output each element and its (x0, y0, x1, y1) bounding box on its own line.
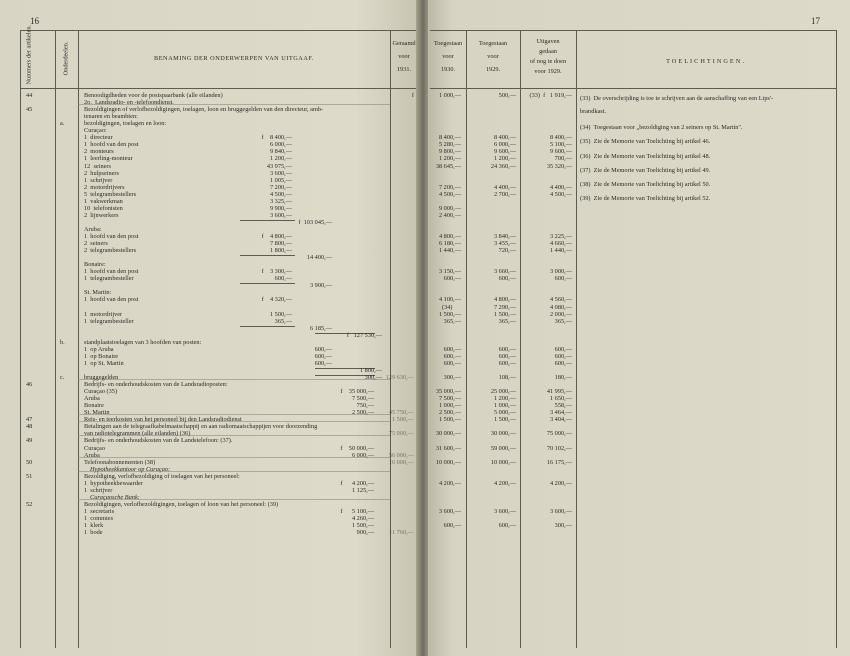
uitgaven-1929-value: 4 560,— (549, 296, 572, 304)
uitgaven-1929-value: 600,— (554, 352, 572, 360)
header-toegestaan-1930-line: voor (442, 53, 454, 60)
column-rule-right-0 (466, 30, 467, 648)
subtotal-amount: 1 800,— (359, 366, 382, 374)
item-amount: 600,— (274, 275, 292, 283)
toegestaan-1930-value: 365,— (443, 317, 461, 325)
item-amount: f 35 000,— (340, 388, 374, 396)
toegestaan-1929-value: 4 800,— (493, 296, 516, 304)
toegestaan-1929-value: 5 000,— (493, 409, 516, 417)
uitgaven-1929-value: 180,— (554, 374, 572, 381)
toegestaan-1929-value: 3 660,— (493, 268, 516, 276)
subtotal-amount: f 103 045,— (298, 218, 332, 226)
item-description: Bezoldigingen of verlofbezoldigingen, toelagen, loon en bruggegelden van den directeur, amb- (84, 106, 324, 114)
item-description: 12 seiners (84, 162, 111, 170)
toelichting-note: (37) Zie de Memorie van Toelichting bij artikel 49. (580, 167, 711, 174)
item-amount: 6 000,— (351, 451, 374, 459)
article-number: 47 (26, 416, 33, 424)
column-rule-right-2 (576, 30, 577, 648)
item-description: Aruba: (84, 225, 102, 233)
toegestaan-1929-value: 6 000,— (493, 141, 516, 149)
item-description: 1 vakwerkman (84, 197, 123, 205)
toegestaan-1929-value: 600,— (498, 352, 516, 360)
item-amount: f 4 800,— (261, 233, 292, 240)
toegestaan-1930-value: 1 500,— (438, 310, 461, 318)
item-description: 1 op St. Martin (84, 359, 124, 367)
toegestaan-1930-value: 1 200,— (438, 155, 461, 163)
item-description: 1 bode (84, 529, 103, 537)
header-toegestaan-1929-line: voor (487, 53, 499, 60)
uitgaven-1929-value: 365,— (554, 317, 572, 325)
toegestaan-1929-value: 720,— (498, 247, 516, 255)
item-amount: 3 600,— (269, 211, 292, 219)
item-amount: f 3 300,— (261, 268, 292, 276)
top-rule-right (430, 30, 836, 31)
item-description: 2 motordrijvers (84, 183, 125, 191)
header-geraamd-line: 1931. (396, 66, 412, 73)
toegestaan-1930-value: 10 000,— (435, 458, 461, 466)
toegestaan-1930-value: 8 400,— (438, 134, 461, 142)
subtotal-amount: f 127 530,— (346, 331, 382, 339)
toegestaan-1929-value: 24 360,— (490, 162, 516, 170)
article-number: 49 (26, 437, 33, 445)
header-toegestaan-1930-line: Toegestaan (433, 40, 463, 47)
uitgaven-1929-value: 35 320,— (546, 162, 572, 170)
item-amount: 1 200,— (269, 155, 292, 163)
toegestaan-1930-value: 2 500,— (438, 409, 461, 417)
item-amount: 7 500,— (351, 395, 374, 403)
toegestaan-1930-value: 600,— (443, 352, 461, 360)
column-rule-left-3 (390, 30, 391, 648)
top-rule-left (20, 30, 416, 31)
item-description: standplaatstoelagen van 3 hoofden van posten: (84, 338, 202, 346)
header-toelichtingen: TOELICHTINGEN. (666, 58, 746, 65)
item-description: bruggegelden (84, 374, 119, 381)
column-rule-left-0 (20, 30, 21, 648)
toegestaan-1929-value: 1 000,— (493, 402, 516, 410)
uitgaven-1929-value: 4 080,— (549, 303, 572, 311)
toegestaan-1930-value: 7 200,— (438, 183, 461, 191)
item-description: 1 motordrijver (84, 310, 123, 318)
article-number: 44 (26, 92, 33, 99)
toegestaan-1930-value: 3 150,— (438, 268, 461, 276)
item-description: 1 hypotheekbewaarder (84, 479, 143, 487)
geraamd-1931-value: 16 000,— (388, 458, 414, 466)
uitgaven-1929-value: 5 100,— (549, 141, 572, 149)
item-description: 1 klerk (84, 522, 104, 530)
toegestaan-1929-value: 1 200,— (493, 155, 516, 163)
article-number: 51 (26, 472, 33, 480)
article-number: 50 (26, 458, 33, 466)
right-page-number: 17 (811, 16, 820, 26)
item-description: 2 telegrambestellers (84, 247, 137, 255)
header-toegestaan-1929-line: 1929. (485, 66, 501, 73)
item-amount: 9 900,— (269, 204, 292, 212)
toegestaan-1929-value: 1 500,— (493, 416, 516, 424)
toegestaan-1930-value: 600,— (443, 345, 461, 353)
toegestaan-1930-value: 600,— (443, 275, 461, 283)
item-amount: 9 840,— (269, 148, 292, 156)
toegestaan-1930-value: 1 440,— (438, 247, 461, 255)
sub-letter: c. (60, 374, 65, 381)
item-amount: 4 500,— (269, 190, 292, 198)
toegestaan-1929-value: 8 400,— (493, 134, 516, 142)
column-rule-left-2 (78, 30, 79, 648)
uitgaven-1929-value: 3 225,— (549, 233, 572, 240)
item-description: Telefoonabonnementen (38) (84, 458, 156, 466)
item-amount: 1 800,— (269, 247, 292, 255)
toegestaan-1930-value: 1 500,— (438, 416, 461, 424)
toegestaan-1930-value: 5 280,— (438, 141, 461, 149)
toegestaan-1929-value: 3 840,— (493, 233, 516, 240)
item-amount: 7 200,— (269, 183, 292, 191)
item-amount: f 4 320,— (261, 296, 292, 304)
toegestaan-1929-value: 500,— (498, 92, 516, 99)
item-description: 1 commies (84, 515, 114, 522)
uitgaven-1929-value: 700,— (554, 155, 572, 163)
item-description: 1 hoofd van den post (84, 268, 139, 276)
uitgaven-1929-value: 9 600,— (549, 148, 572, 156)
uitgaven-1929-value: 600,— (554, 275, 572, 283)
article-number: 52 (26, 500, 33, 508)
toegestaan-1930-value: 1 000,— (438, 402, 461, 410)
toegestaan-1929-value: 10 000,— (490, 458, 516, 466)
item-description: Curaçao: (84, 127, 107, 135)
uitgaven-1929-value: 1 650,— (549, 395, 572, 403)
toegestaan-1930-value: 4 200,— (438, 479, 461, 487)
header-uitgaven-line: of nog te doen (529, 58, 567, 65)
uitgaven-1929-value: 3 404,— (549, 416, 572, 424)
item-description: Aruba (84, 395, 100, 403)
header-uitgaven-line: voor 1929. (534, 68, 562, 75)
item-description: Benoodigdheden voor de postspaarbank (alle eilanden) (84, 92, 223, 99)
item-amount: 1 500,— (351, 522, 374, 530)
toegestaan-1930-value: 2 400,— (438, 211, 461, 219)
uitgaven-1929-value: (33) f 1 919,— (529, 92, 572, 99)
subtotal-amount: 6 185,— (309, 324, 332, 332)
item-description: Bezoldiging, verlofbezoldiging of toelagen van het personeel: (84, 472, 240, 480)
subtotal-amount: 300,— (364, 374, 382, 381)
toegestaan-1929-value: 2 700,— (493, 190, 516, 198)
toegestaan-1929-value: 4 200,— (493, 479, 516, 487)
item-amount: 3 325,— (269, 197, 292, 205)
item-description: Bonaire: (84, 261, 106, 269)
toegestaan-1930-value: 4 100,— (438, 296, 461, 304)
item-amount: f 5 100,— (340, 507, 374, 515)
toegestaan-1930-value: 9 800,— (438, 148, 461, 156)
header-uitgaven-line: gedaan (539, 48, 557, 55)
item-description: Bonaire (84, 402, 104, 410)
item-amount: 43 975,— (266, 162, 292, 170)
item-description: 1 hoofd van den post (84, 141, 139, 149)
item-amount: 3 600,— (269, 169, 292, 177)
uitgaven-1929-value: 4 660,— (549, 240, 572, 248)
toegestaan-1929-value: 600,— (498, 359, 516, 367)
toegestaan-1929-value: 9 600,— (493, 148, 516, 156)
item-description: Reis- en teerkosten van het personeel bij den Landsradiodienst (84, 416, 242, 424)
item-description: Betalingen aan de telegraafkabelmaatschappij en aan radiomaatschappijen voor doorzending (84, 423, 318, 431)
item-description: 2o. Landsradio- en -telefoondienst. (84, 99, 174, 107)
article-number: 45 (26, 106, 33, 114)
item-amount: f 4 200,— (340, 479, 374, 487)
item-description: Hypotheekkantoor op Curaçao: (90, 465, 171, 473)
uitgaven-1929-value: 4 400,— (549, 183, 572, 191)
uitgaven-1929-value: 3 464,— (549, 409, 572, 417)
subtotal-amount: 3 900,— (309, 282, 332, 290)
sub-letter: a. (60, 120, 65, 128)
item-amount: 900,— (356, 529, 374, 537)
uitgaven-1929-value: 4 500,— (549, 190, 572, 198)
geraamd-1931-value: 45 750,— (388, 409, 414, 417)
uitgaven-1929-value: 70 102,— (546, 444, 572, 452)
toegestaan-1929-value: 600,— (498, 275, 516, 283)
item-amount: 600,— (314, 345, 332, 353)
toelichting-note: (39) Zie de Memorie van Toelichting bij artikel 52. (580, 195, 711, 202)
toegestaan-1929-value: 3 600,— (493, 507, 516, 515)
item-description: 1 hoofd van den post (84, 296, 139, 304)
uitgaven-1929-value: 558,— (554, 402, 572, 410)
header-uitgaven-line: Uitgaven (536, 38, 560, 45)
item-description: Curaçao (84, 444, 105, 452)
header-rule-left (20, 88, 416, 89)
item-description: St. Martin: (84, 289, 112, 297)
item-description: 5 telegrambestellers (84, 190, 137, 198)
subtotal-amount: 14 400,— (306, 254, 332, 262)
toegestaan-1929-value: 600,— (498, 522, 516, 530)
toegestaan-1930-value: 7 500,— (438, 395, 461, 403)
item-description: 1 telegrambesteller (84, 275, 134, 283)
toegestaan-1930-value: 30 000,— (435, 430, 461, 438)
geraamd-1931-value: f (411, 92, 414, 99)
item-amount: 4 260,— (351, 515, 374, 522)
toegestaan-1929-value: 1 500,— (493, 310, 516, 318)
item-description: 2 lijnwerkers (84, 211, 119, 219)
item-amount: 6 000,— (269, 141, 292, 149)
article-number: 46 (26, 381, 33, 389)
item-amount: 1 005,— (269, 176, 292, 184)
toelichting-note: (36) Zie de Memorie van Toelichting bij artikel 48. (580, 153, 711, 160)
item-amount: 2 500,— (351, 409, 374, 417)
sub-letter: b. (60, 338, 65, 346)
header-toegestaan-1930-line: 1930. (440, 66, 456, 73)
item-description: Bedrijfs- en onderhoudskosten van de Landstelefoon: (37). (84, 437, 233, 445)
left-page-number: 16 (30, 16, 39, 26)
item-description: 1 leerling-monteur (84, 155, 133, 163)
item-description: St. Martin (84, 409, 110, 417)
uitgaven-1929-value: 1 440,— (549, 247, 572, 255)
item-description: 1 directeur (84, 134, 113, 142)
item-description: Bezoldigingen, verlofbezoldigingen, toelagen of loon van het personeel: (39) (84, 500, 279, 508)
toelichting-note: (34) Toegestaan voor „bezoldiging van 2 seiners op St. Martin". (580, 124, 743, 131)
item-description: bezoldigingen, toelagen en loon: (84, 120, 167, 128)
item-description: Bedrijfs- en onderhoudskosten van de Landsradioposten: (84, 381, 228, 389)
geraamd-1931-value: 129 630,— (385, 374, 414, 381)
header-onderdeelen: Onderdeelen. (62, 41, 70, 76)
uitgaven-1929-value: 41 995,— (546, 388, 572, 396)
toegestaan-1930-value: 38 645,— (435, 162, 461, 170)
toelichting-note: brandkast. (580, 108, 607, 115)
item-amount: 750,— (356, 402, 374, 410)
item-description: 2 hulpseiners (84, 169, 119, 177)
toegestaan-1929-value: 3 455,— (493, 240, 516, 248)
toegestaan-1930-value: 6 180,— (438, 240, 461, 248)
item-description: 10 telefonisten (84, 204, 123, 212)
toegestaan-1929-value: 600,— (498, 345, 516, 353)
toegestaan-1930-value: 600,— (443, 359, 461, 367)
footnote-marker: (34) (442, 303, 453, 311)
header-geraamd-line: voor (398, 53, 410, 60)
toegestaan-1929-value: 25 000,— (490, 388, 516, 396)
item-amount: 600,— (314, 359, 332, 367)
item-description: 2 monteurs (84, 148, 114, 156)
item-amount: 1 125,— (351, 486, 374, 494)
toegestaan-1929-value: 108,— (498, 374, 516, 381)
item-description: 1 op Aruba (84, 345, 114, 353)
item-description: 1 hoofd van den post (84, 233, 139, 240)
item-amount: 365,— (274, 317, 292, 325)
item-amount: 1 500,— (269, 310, 292, 318)
uitgaven-1929-value: 75 000,— (546, 430, 572, 438)
uitgaven-1929-value: 4 200,— (549, 479, 572, 487)
toegestaan-1929-value: 59 000,— (490, 444, 516, 452)
toelichting-note: (33) De overschrijding is toe te schrijven aan de aanschaffing van een Lips'- (580, 95, 774, 102)
uitgaven-1929-value: 600,— (554, 359, 572, 367)
item-amount: f 50 000,— (340, 444, 374, 452)
article-number: 48 (26, 423, 33, 431)
item-description: 1 telegrambesteller (84, 317, 134, 325)
toegestaan-1930-value: 3 600,— (438, 507, 461, 515)
item-amount: f 8 400,— (261, 134, 292, 142)
column-rule-right-3 (836, 30, 837, 648)
toegestaan-1930-value: 4 500,— (438, 190, 461, 198)
uitgaven-1929-value: 3 600,— (549, 507, 572, 515)
toegestaan-1930-value: 600,— (443, 522, 461, 530)
item-description: 1 op Bonaire (84, 352, 119, 360)
toegestaan-1929-value: 1 200,— (493, 395, 516, 403)
header-geraamd-line: Geraamd (392, 40, 416, 47)
uitgaven-1929-value: 600,— (554, 345, 572, 353)
item-amount: 600,— (314, 352, 332, 360)
item-amount: 7 800,— (269, 240, 292, 248)
geraamd-1931-value: 11 760,— (389, 529, 414, 537)
item-description: 1 schrijver (84, 176, 113, 184)
geraamd-1931-value: 56 000,— (388, 451, 414, 459)
header-rule-right (430, 88, 836, 89)
item-description: 1 secretaris (84, 507, 115, 515)
toegestaan-1929-value: 7 290,— (493, 303, 516, 311)
item-description: tenaren en beambten: (84, 113, 138, 121)
geraamd-1931-value: 1 500,— (391, 416, 414, 424)
toegestaan-1929-value: 365,— (498, 317, 516, 325)
column-rule-left-1 (55, 30, 56, 648)
toegestaan-1929-value: 4 400,— (493, 183, 516, 191)
item-description: Curaçaosche Bank: (90, 493, 140, 501)
toegestaan-1930-value: 300,— (443, 374, 461, 381)
toelichting-note: (35) Zie de Memorie van Toelichting bij artikel 46. (580, 138, 711, 145)
toegestaan-1930-value: 35 000,— (435, 388, 461, 396)
toegestaan-1929-value: 30 000,— (490, 430, 516, 438)
toegestaan-1930-value: 31 600,— (435, 444, 461, 452)
uitgaven-1929-value: 2 000,— (549, 310, 572, 318)
toegestaan-1930-value: 4 800,— (438, 233, 461, 240)
header-toegestaan-1929-line: Toegestaan (478, 40, 508, 47)
toegestaan-1930-value: 1 000,— (438, 92, 461, 99)
uitgaven-1929-value: 300,— (554, 522, 572, 530)
item-description: Aruba (84, 451, 100, 459)
column-rule-right-1 (520, 30, 521, 648)
uitgaven-1929-value: 16 175,— (546, 458, 572, 466)
item-description: van radiotelegrammen (alle eilanden) (36) (84, 430, 191, 438)
item-description: Curaçao (35) (84, 388, 118, 396)
item-description: 1 schrijver (84, 486, 113, 494)
header-benaming: BENAMING DER ONDERWERPEN VAN UITGAAF. (154, 55, 314, 62)
geraamd-1931-value: 75 000,— (388, 430, 414, 438)
toelichting-note: (38) Zie de Memorie van Toelichting bij artikel 50. (580, 181, 711, 188)
uitgaven-1929-value: 8 400,— (549, 134, 572, 142)
item-description: 2 seiners (84, 240, 108, 248)
header-nummers: Nummers der artikelen. (25, 24, 33, 85)
uitgaven-1929-value: 3 000,— (549, 268, 572, 276)
toegestaan-1930-value: 9 000,— (438, 204, 461, 212)
